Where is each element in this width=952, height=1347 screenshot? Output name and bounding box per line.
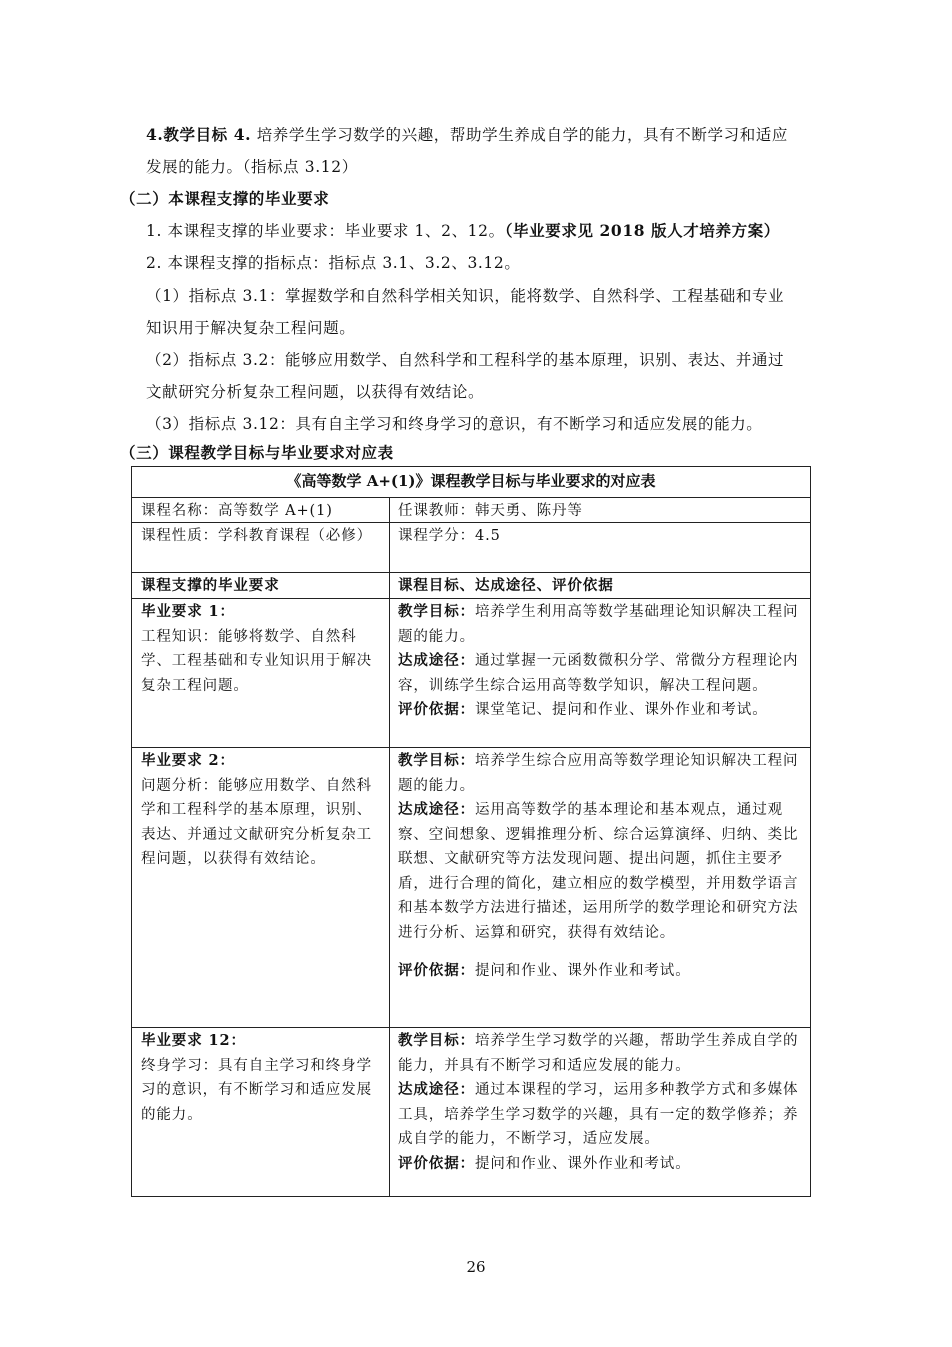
support-indicators: 2. 本课程支撑的指标点：指标点 3.1、3.2、3.12。 [146, 254, 521, 272]
table-row-req1: 毕业要求 1： 工程知识：能够将数学、自然科学、工程基础和专业知识用于解决复杂工程问题。 [141, 603, 372, 694]
table-title: 《高等数学 A+(1)》课程教学目标与毕业要求的对应表 [286, 472, 656, 490]
support-requirements: 1. 本课程支撑的毕业要求：毕业要求 1、2、12。（毕业要求见 2018 版人才培养方案） [146, 221, 780, 240]
goal4-line2: 发展的能力。（指标点 3.12） [146, 158, 358, 176]
goal4-line1: 4.教学目标 4. 培养学生学习数学的兴趣，帮助学生养成自学的能力，具有不断学习和适应 [146, 125, 789, 144]
table-column-divider [389, 497, 390, 1197]
table-divider [132, 572, 810, 573]
course-teacher: 任课教师：韩天勇、陈丹等 [398, 503, 583, 519]
course-nature: 课程性质：学科教育课程（必修） [141, 528, 372, 544]
header-requirements: 课程支撑的毕业要求 [141, 577, 280, 594]
indicator-3-1-line2: 知识用于解决复杂工程问题。 [146, 319, 356, 337]
table-divider [132, 1027, 810, 1028]
indicator-3-1-line1: （1）指标点 3.1：掌握数学和自然科学相关知识，能将数学、自然科学、工程基础和专业 [146, 287, 785, 305]
table-row-req12: 毕业要求 12： 终身学习：具有自主学习和终身学习的意识，有不断学习和适应发展的能力。 [141, 1032, 372, 1123]
course-name: 课程名称：高等数学 A+(1) [141, 503, 333, 519]
table-divider [132, 747, 810, 748]
indicator-3-12: （3）指标点 3.12：具有自主学习和终身学习的意识，有不断学习和适应发展的能力。 [146, 415, 763, 433]
table-row-goal2: 教学目标：培养学生综合应用高等数学理论知识解决工程问题的能力。 达成途径：运用高等数学的基本理论和基本观点，通过观察、空间想象、逻辑推理分析、综合运算演绎、归纳、类比联想、文献研究等方法发现问题、提出问题，抓住主要矛盾，进行合理的简化，建立相应的数学模型，并用数学语言和基本数学方法进行描述，运用所学的数学理论和研究方法进行分析、运算和研究，获得有效结论。 评价依据：提问和作业、课外作业和考试。 [398, 752, 799, 979]
indicator-3-2-line2: 文献研究分析复杂工程问题，以获得有效结论。 [146, 383, 485, 401]
section3-heading: （三）课程教学目标与毕业要求对应表 [120, 443, 394, 462]
table-divider [132, 497, 810, 498]
table-row-goal12: 教学目标：培养学生学习数学的兴趣，帮助学生养成自学的能力，并具有不断学习和适应发展的能力。 达成途径：通过本课程的学习，运用多种教学方式和多媒体工具，培养学生学习数学的兴趣，具有一定的数学修养；养成自学的能力，不断学习，适应发展。 评价依据：提问和作业、课外作业和考试。 [398, 1032, 799, 1172]
header-goals: 课程目标、达成途径、评价依据 [398, 577, 614, 594]
indicator-3-2-line1: （2）指标点 3.2：能够应用数学、自然科学和工程科学的基本原理，识别、表达、并通过 [146, 351, 785, 369]
table-row-goal1: 教学目标：培养学生利用高等数学基础理论知识解决工程问题的能力。 达成途径：通过掌握一元函数微积分学、常微分方程理论内容，训练学生综合运用高等数学知识，解决工程问题。 评价依据：课堂笔记、提问和作业、课外作业和考试。 [398, 603, 799, 718]
page-number: 26 [466, 1258, 486, 1276]
table-row-req2: 毕业要求 2： 问题分析：能够应用数学、自然科学和工程科学的基本原理，识别、表达、并通过文献研究分析复杂工程问题，以获得有效结论。 [141, 752, 372, 867]
course-credit: 课程学分：4.5 [398, 528, 501, 544]
section2-heading: （二）本课程支撑的毕业要求 [120, 189, 330, 208]
mapping-table [131, 466, 811, 1197]
